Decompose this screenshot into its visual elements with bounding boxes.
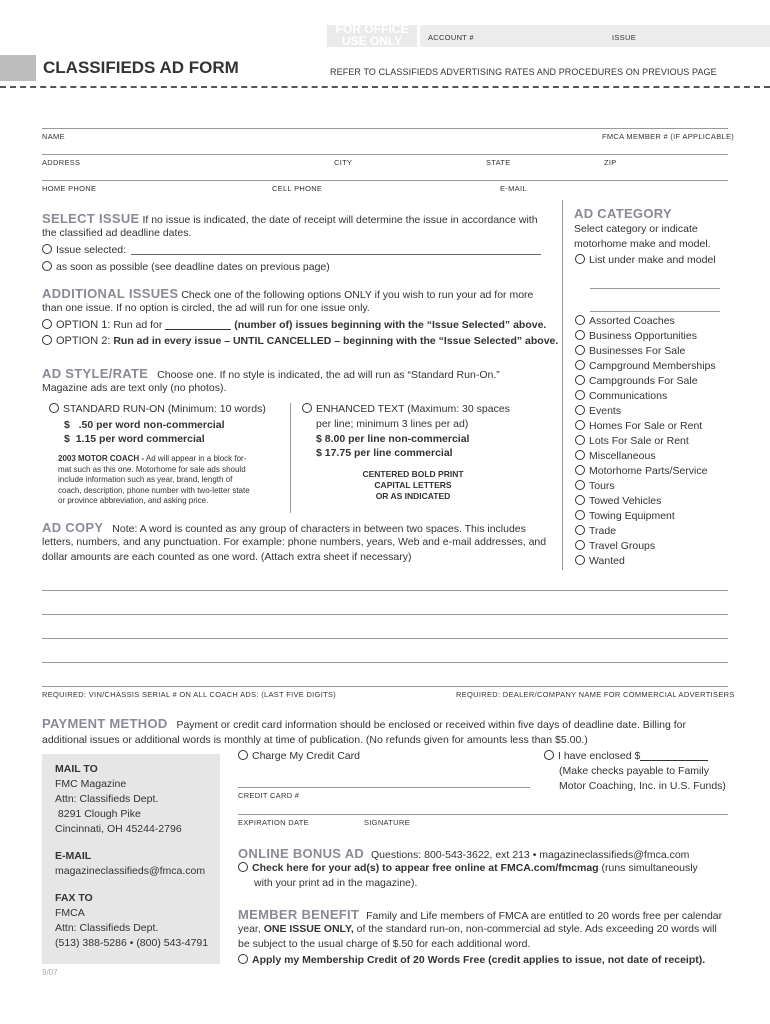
enhanced-sample: CENTERED BOLD PRINT CAPITAL LETTERS OR AS INDICATED xyxy=(362,469,464,501)
address-line[interactable] xyxy=(42,154,728,155)
category-option[interactable]: Campground Memberships xyxy=(575,359,716,374)
radio-icon[interactable] xyxy=(575,360,585,370)
issue-label: ISSUE xyxy=(612,33,637,42)
account-label: ACCOUNT # xyxy=(428,33,474,42)
ad-copy-line[interactable] xyxy=(42,638,728,639)
radio-icon[interactable] xyxy=(238,862,248,872)
title-tab xyxy=(0,55,36,81)
signature-label: SIGNATURE xyxy=(364,818,410,827)
radio-icon[interactable] xyxy=(575,450,585,460)
category-option[interactable]: Tours xyxy=(575,479,716,494)
radio-icon[interactable] xyxy=(575,390,585,400)
dashed-divider xyxy=(0,86,770,88)
radio-icon[interactable] xyxy=(49,403,59,413)
additional-issues-title: ADDITIONAL ISSUES xyxy=(42,286,179,301)
home-phone-label: HOME PHONE xyxy=(42,184,97,193)
city-label: CITY xyxy=(334,158,353,167)
category-option[interactable]: Travel Groups xyxy=(575,539,716,554)
option-2[interactable]: OPTION 2: Run ad in every issue – UNTIL CANCELLED – beginning with the “Issue Selected” above. xyxy=(42,334,558,348)
form-code: 9/07 xyxy=(42,968,58,977)
radio-icon[interactable] xyxy=(575,510,585,520)
radio-icon[interactable] xyxy=(575,525,585,535)
sample-ad-block: 2003 MOTOR COACH - Ad will appear in a block for- mat such as this one. Motorhome for sale ads should include information such as year, brand, length of coach, description, phone number with two-letter state or province abbreviation, and asking price. xyxy=(58,454,250,505)
issue-selected-option[interactable]: Issue selected: xyxy=(42,243,126,257)
radio-icon[interactable] xyxy=(238,750,248,760)
radio-icon[interactable] xyxy=(575,465,585,475)
address-label: ADDRESS xyxy=(42,158,81,167)
category-option[interactable]: Miscellaneous xyxy=(575,449,716,464)
radio-icon[interactable] xyxy=(575,555,585,565)
zip-label: ZIP xyxy=(604,158,617,167)
ad-copy-line[interactable] xyxy=(42,590,728,591)
enhanced-min-2: per line; minimum 3 lines per ad) xyxy=(316,418,469,430)
category-option[interactable]: Homes For Sale or Rent xyxy=(575,419,716,434)
radio-icon[interactable] xyxy=(42,335,52,345)
online-bonus-section: ONLINE BONUS AD Questions: 800-543-3622, ext 213 • magazineclassifieds@fmca.com xyxy=(238,846,690,861)
radio-icon[interactable] xyxy=(42,319,52,329)
name-line[interactable] xyxy=(42,128,728,129)
expiration-label: EXPIRATION DATE xyxy=(238,818,309,827)
category-option[interactable]: Motorhome Parts/Service xyxy=(575,464,716,479)
name-label: NAME xyxy=(42,132,65,141)
ad-category-title: AD CATEGORY xyxy=(574,206,672,221)
list-under-make-option[interactable]: List under make and model xyxy=(575,253,716,267)
ad-category-text-1: Select category or indicate xyxy=(574,223,698,235)
ad-copy-section: AD COPY Note: A word is counted as any group of characters in between two spaces. This includes xyxy=(42,520,526,535)
ad-category-text-2: motorhome make and model. xyxy=(574,238,711,250)
member-benefit-text-2: year, ONE ISSUE ONLY, of the standard run-on, non-commercial ad style. Ads exceeding 20 words will xyxy=(238,923,717,935)
checks-payable-text: (Make checks payable to Family Motor Coaching, Inc. in U.S. Funds) xyxy=(559,765,726,792)
radio-icon[interactable] xyxy=(42,261,52,271)
radio-icon[interactable] xyxy=(575,254,585,264)
make-model-line[interactable] xyxy=(590,311,720,312)
radio-icon[interactable] xyxy=(575,405,585,415)
category-option[interactable]: Campgrounds For Sale xyxy=(575,374,716,389)
radio-icon[interactable] xyxy=(575,330,585,340)
payment-text-2: additional issues or additional words is monthly at time of publication. (No refunds given for amounts less than $5.00.) xyxy=(42,734,588,746)
mail-to-title: MAIL TO xyxy=(55,763,98,775)
member-label: FMCA MEMBER # (IF APPLICABLE) xyxy=(602,132,735,141)
radio-icon[interactable] xyxy=(238,954,248,964)
ad-style-section: AD STYLE/RATE Choose one. If no style is indicated, the ad will run as “Standard Run-On.” xyxy=(42,366,500,381)
radio-icon[interactable] xyxy=(575,315,585,325)
enhanced-rate-1: $ 8.00 per line non-commercial xyxy=(316,433,470,445)
ad-style-title: AD STYLE/RATE xyxy=(42,366,149,381)
category-option[interactable]: Towing Equipment xyxy=(575,509,716,524)
radio-icon[interactable] xyxy=(575,480,585,490)
ad-copy-text-3: dollar amounts are each counted as one word. (Attach extra sheet if necessary) xyxy=(42,551,412,563)
ad-copy-line[interactable] xyxy=(42,662,728,663)
enclosed-option[interactable]: I have enclosed $ xyxy=(544,749,708,763)
email-value[interactable]: magazineclassifieds@fmca.com xyxy=(55,865,206,877)
ad-style-text-2: Magazine ads are text only (no photos). xyxy=(42,382,227,394)
category-option[interactable]: Assorted Coaches xyxy=(575,314,716,329)
radio-icon[interactable] xyxy=(42,244,52,254)
payment-section: PAYMENT METHOD Payment or credit card information should be enclosed or received within five days of deadline date. Billing for xyxy=(42,716,686,731)
email-title: E-MAIL xyxy=(55,850,92,862)
online-bonus-title: ONLINE BONUS AD xyxy=(238,846,365,861)
radio-icon[interactable] xyxy=(575,495,585,505)
email-label: E-MAIL xyxy=(500,184,527,193)
enclosed-amount-field[interactable] xyxy=(640,760,708,761)
credit-card-line[interactable] xyxy=(238,787,530,788)
payment-title: PAYMENT METHOD xyxy=(42,716,168,731)
radio-icon[interactable] xyxy=(302,403,312,413)
credit-card-label: CREDIT CARD # xyxy=(238,791,300,800)
category-option[interactable]: Wanted xyxy=(575,554,716,569)
style-divider xyxy=(290,403,291,513)
category-option[interactable]: Events xyxy=(575,404,716,419)
category-option[interactable]: Business Opportunities xyxy=(575,329,716,344)
issue-selected-line[interactable] xyxy=(131,254,541,255)
standard-rate-1: $ .50 per word non-commercial xyxy=(64,419,225,431)
expiration-signature-line[interactable] xyxy=(238,814,728,815)
category-option[interactable]: Lots For Sale or Rent xyxy=(575,434,716,449)
enhanced-rate-2: $ 17.75 per line commercial xyxy=(316,447,453,459)
ad-copy-title: AD COPY xyxy=(42,520,104,535)
category-option[interactable]: Businesses For Sale xyxy=(575,344,716,359)
ad-copy-text-2: letters, numbers, and any punctuation. For example: phone numbers, years, Web and e-mail addresses, and xyxy=(42,536,547,548)
member-benefit-section: MEMBER BENEFIT Family and Life members of FMCA are entitled to 20 words free per calendar xyxy=(238,907,723,922)
category-option[interactable]: Trade xyxy=(575,524,716,539)
member-benefit-title: MEMBER BENEFIT xyxy=(238,907,360,922)
online-bonus-option[interactable]: Check here for your ad(s) to appear free online at FMCA.com/fmcmag (runs simultaneously xyxy=(238,861,698,875)
contact-info-content: MAIL TO FMC Magazine Attn: Classifieds Dept. 8291 Clough Pike Cincinnati, OH 45244-2796 E-MAIL magazineclassifieds@fmca.com FAX TO FMCA Attn: Classifieds Dept. (513) 388-5286 • (800) 543-4791 xyxy=(55,763,209,949)
radio-icon[interactable] xyxy=(575,435,585,445)
enhanced-text-option[interactable]: ENHANCED TEXT (Maximum: 30 spaces xyxy=(302,402,510,416)
ad-copy-line[interactable] xyxy=(42,686,728,687)
refer-text: REFER TO CLASSIFIEDS ADVERTISING RATES AND PROCEDURES ON PREVIOUS PAGE xyxy=(330,67,717,77)
office-use-label: FOR OFFICE USE ONLY xyxy=(335,22,409,48)
category-list xyxy=(575,314,716,569)
category-option[interactable]: Communications xyxy=(575,389,716,404)
standard-rate-2: $ 1.15 per word commercial xyxy=(64,433,205,445)
select-issue-title: SELECT ISSUE xyxy=(42,211,140,226)
standard-run-on-option[interactable]: STANDARD RUN-ON (Minimum: 10 words) xyxy=(49,402,266,416)
ad-copy-line[interactable] xyxy=(42,614,728,615)
dealer-required-label: REQUIRED: DEALER/COMPANY NAME FOR COMMERCIAL ADVERTISERS xyxy=(456,690,735,699)
phone-line[interactable] xyxy=(42,180,728,181)
select-issue-section: SELECT ISSUE If no issue is indicated, the date of receipt will determine the issue in accordance with xyxy=(42,211,538,226)
charge-card-option[interactable]: Charge My Credit Card xyxy=(238,749,360,763)
membership-credit-option[interactable]: Apply my Membership Credit of 20 Words Free (credit applies to issue, not date of receipt). xyxy=(238,953,705,967)
option-1[interactable]: OPTION 1: Run ad for (number of) issues beginning with the “Issue Selected” above. xyxy=(42,318,546,332)
page-title: CLASSIFIEDS AD FORM xyxy=(43,58,239,77)
radio-icon[interactable] xyxy=(575,540,585,550)
radio-icon[interactable] xyxy=(575,345,585,355)
radio-icon[interactable] xyxy=(544,750,554,760)
cell-phone-label: CELL PHONE xyxy=(272,184,323,193)
make-model-line[interactable] xyxy=(590,288,720,289)
additional-issues-text-2: than one issue. If no option is circled, the ad will run for one issue only. xyxy=(42,302,370,314)
additional-issues-section: ADDITIONAL ISSUES Check one of the following options ONLY if you wish to run your ad for more xyxy=(42,286,534,301)
category-option[interactable]: Towed Vehicles xyxy=(575,494,716,509)
vin-required-label: REQUIRED: VIN/CHASSIS SERIAL # ON ALL COACH ADS: (LAST FIVE DIGITS) xyxy=(42,690,337,699)
asap-option[interactable]: as soon as possible (see deadline dates on previous page) xyxy=(42,260,330,274)
fax-title: FAX TO xyxy=(55,892,93,904)
select-issue-text-2: the classified ad deadline dates. xyxy=(42,227,192,239)
issues-count-field[interactable] xyxy=(165,329,231,330)
state-label: STATE xyxy=(486,158,511,167)
online-bonus-text-2: with your print ad in the magazine). xyxy=(254,877,418,889)
radio-icon[interactable] xyxy=(575,420,585,430)
radio-icon[interactable] xyxy=(575,375,585,385)
category-divider xyxy=(562,200,563,570)
member-benefit-text-3: be subject to the usual charge of $.50 for each additional word. xyxy=(238,938,531,950)
